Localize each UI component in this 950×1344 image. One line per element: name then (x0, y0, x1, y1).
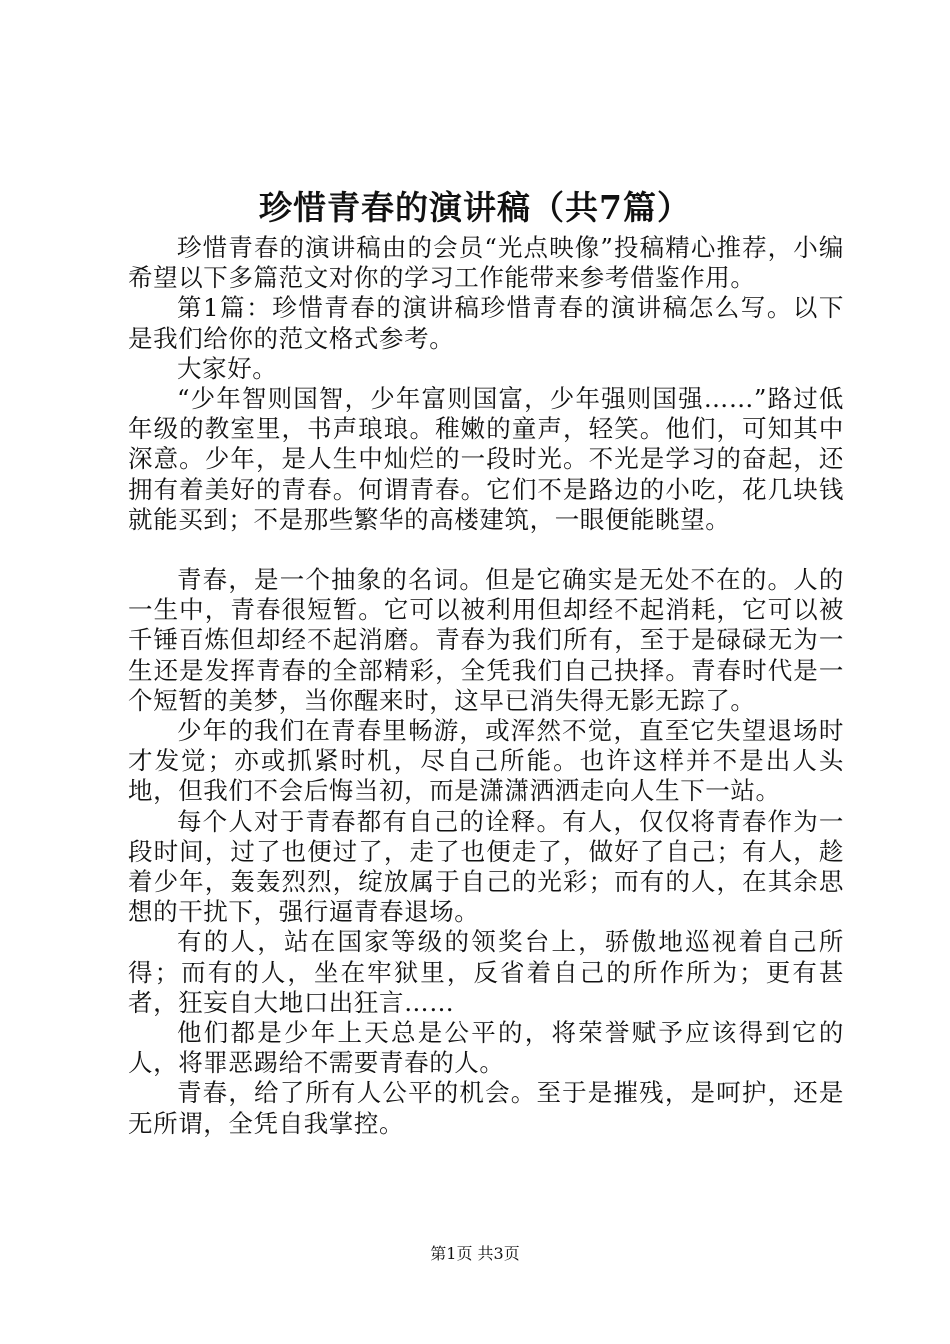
paragraph-fairness: 他们都是少年上天总是公平的，将荣誉赋予应该得到它的人，将罪恶踢给不需要青春的人。 (128, 1018, 844, 1078)
paragraph-quote: “少年智则国智，少年富则国富，少年强则国强……”路过低年级的教室里，书声琅琅。稚嫩的童声，轻笑。他们，可知其中深意。少年，是人生中灿烂的一段时光。不光是学习的奋起，还拥有着美好的青春。何谓青春。它们不是路边的小吃，花几块钱就能买到；不是那些繁华的高楼建筑，一眼便能眺望。 (128, 384, 844, 534)
paragraph-greeting: 大家好。 (177, 353, 278, 383)
paragraph-youth-journey: 少年的我们在青春里畅游，或浑然不觉，直至它失望退场时才发觉；亦或抓紧时机，尽自己所能。也许这样并不是出人头地，但我们不会后悔当初，而是潇潇洒洒走向人生下一站。 (128, 716, 844, 806)
paragraph-chapter-heading: 第1篇：珍惜青春的演讲稿珍惜青春的演讲稿怎么写。以下是我们给你的范文格式参考。 (128, 293, 844, 353)
document-body (128, 233, 844, 1139)
paragraph-intro: 珍惜青春的演讲稿由的会员“光点映像”投稿精心推荐，小编希望以下多篇范文对你的学习工作能带来参考借鉴作用。 (128, 233, 844, 293)
paragraph-youth-definition: 青春，是一个抽象的名词。但是它确实是无处不在的。人的一生中，青春很短暂。它可以被利用但却经不起消耗，它可以被千锤百炼但却经不起消磨。青春为我们所有，至于是碌碌无为一生还是发挥青春的全部精彩，全凭我们自己抉择。青春时代是一个短暂的美梦，当你醒来时，这早已消失得无影无踪了。 (128, 565, 844, 715)
paragraph-conclusion: 青春，给了所有人公平的机会。至于是摧残，是呵护，还是无所谓，全凭自我掌控。 (128, 1078, 844, 1138)
paragraph-interpretation: 每个人对于青春都有自己的诠释。有人，仅仅将青春作为一段时间，过了也便过了，走了也便走了，做好了自己；有人，趁着少年，轰轰烈烈，绽放属于自己的光彩；而有的人，在其余思想的干扰下，强行逼青春退场。 (128, 806, 844, 927)
document-title: 珍惜青春的演讲稿（共7篇） (259, 188, 691, 227)
paragraph-contrast: 有的人，站在国家等级的领奖台上，骄傲地巡视着自己所得；而有的人，坐在牢狱里，反省着自己的所作所为；更有甚者，狂妄自大地口出狂言…… (128, 927, 844, 1017)
page-footer: 第1页 共3页 (430, 1244, 520, 1263)
